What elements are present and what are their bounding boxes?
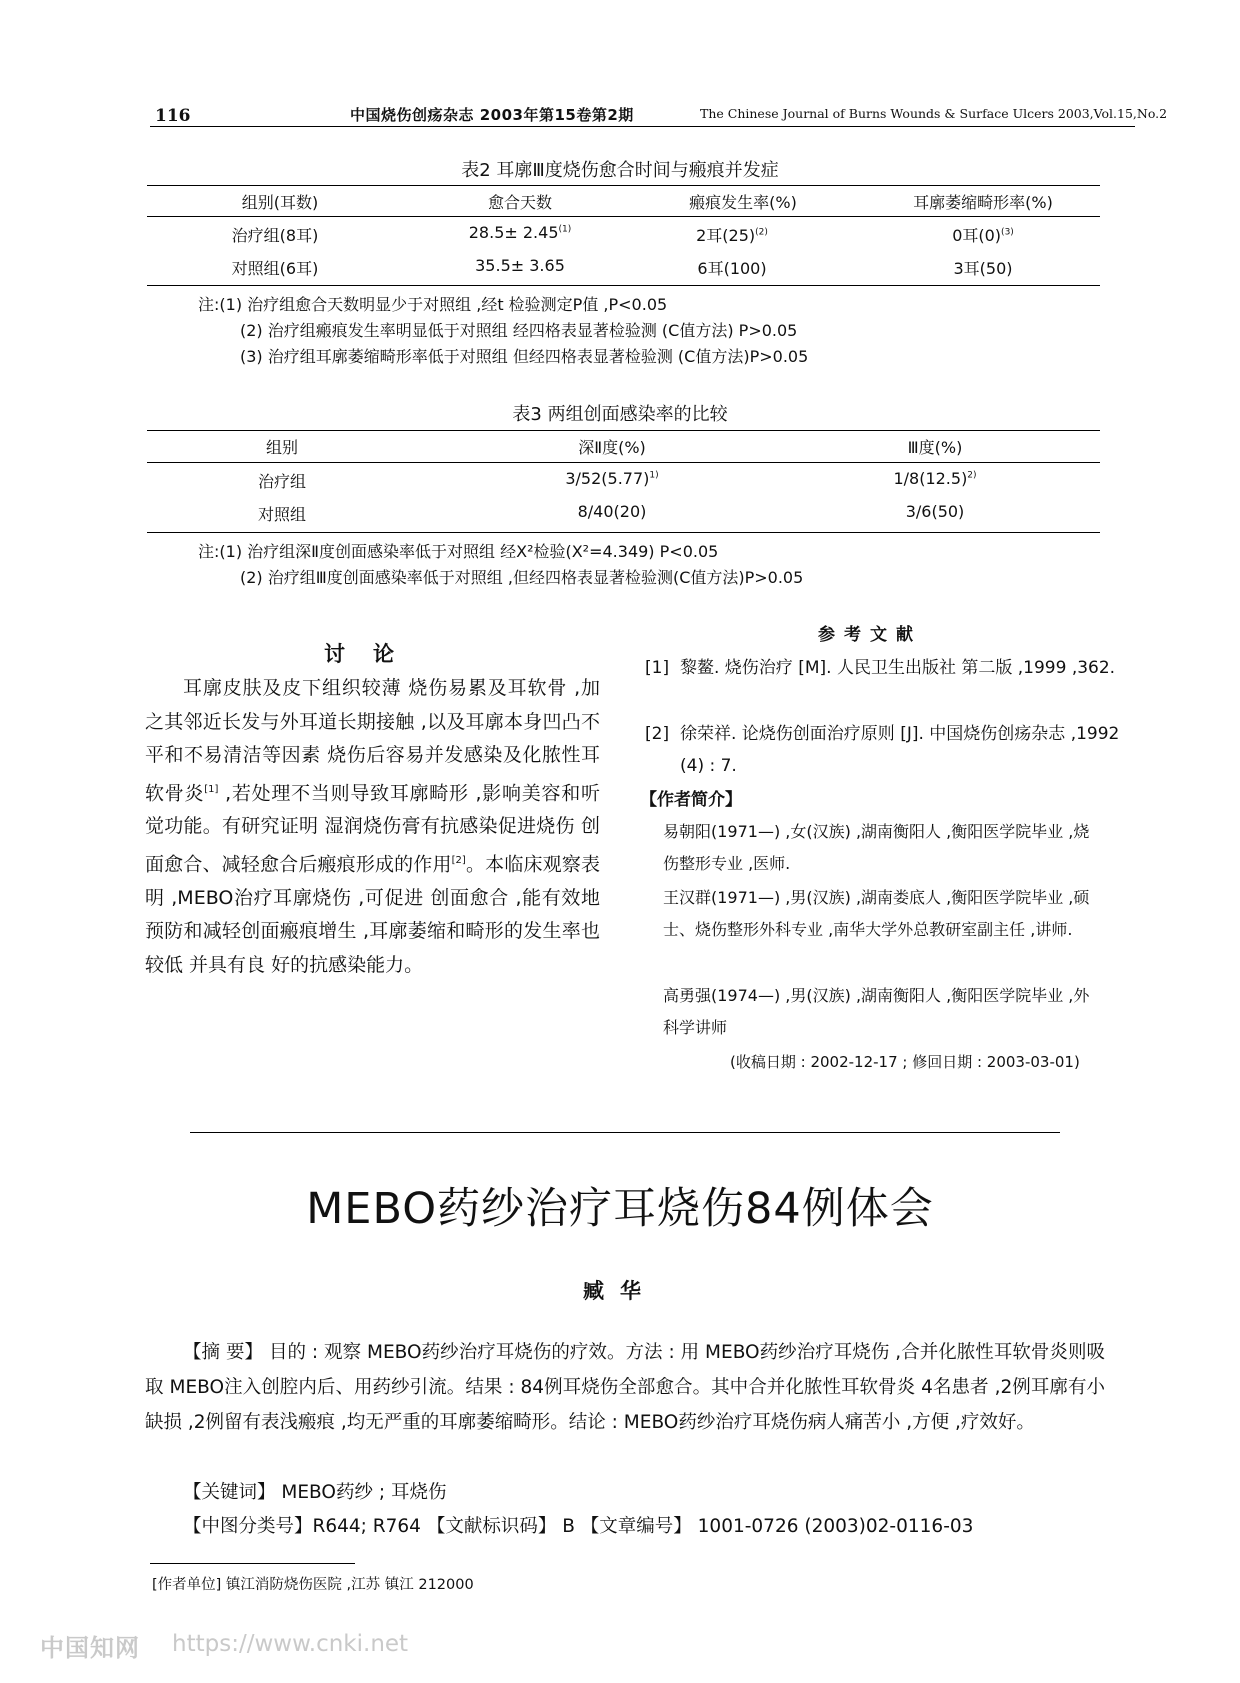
author-bio: 高勇强(1974—) ,男(汉族) ,湖南衡阳人 ,衡阳医学院毕业 ,外科学讲师 xyxy=(663,986,1090,1037)
table2-top-rule xyxy=(147,185,1100,186)
table2-header-cell: 耳廓萎缩畸形率(%) xyxy=(913,193,1053,212)
table3-note: (2) 治疗组Ⅲ度创面感染率低于对照组 ,但经四格表显著检验测(C值方法)P>0.05 xyxy=(240,568,804,587)
article-divider xyxy=(190,1132,1060,1133)
table3-bottom-rule xyxy=(147,532,1100,533)
table2-bottom-rule xyxy=(147,285,1100,286)
article-classification: 【中图分类号】R644; R764 【文献标识码】 B 【文章编号】 1001-0726 (2003)02-0116-03 xyxy=(183,1516,974,1537)
table3-cell: $3/52(5.77)^{1)}$ xyxy=(565,469,659,488)
cnki-url-link[interactable]: https://www.cnki.net xyxy=(172,1631,409,1657)
table3-cell: 对照组 xyxy=(257,505,307,524)
table2-cell: 0耳$(0)^{(3)}$ xyxy=(952,226,1014,245)
table2-note: (3) 治疗组耳廓萎缩畸形率低于对照组 但经四格表显著检验测 (C值方法)P>0.05 xyxy=(240,347,809,366)
table2-note: (2) 治疗组瘢痕发生率明显低于对照组 经四格表显著检验测 (C值方法) P>0.05 xyxy=(240,321,798,340)
reference-item xyxy=(645,718,1125,784)
article-abstract: 【摘 要】 目的 : 观察 MEBO药纱治疗耳烧伤的疗效。方法 : 用 MEBO药纱治疗耳烧伤 ,合并化脓性耳软骨炎则吸取 MEBO注入创腔内后、用药纱引流。结果 : 84例耳烧伤全部愈合。其中合并化脓性耳软骨炎 4名患者 ,2例耳廓有小缺损 ,2例留有表浅瘢痕 ,均无严重的耳廓萎缩畸形。结论 : MEBO药纱治疗耳烧伤病人痛苦小 ,方便 ,疗效好。 xyxy=(145,1342,1105,1433)
table2-header-cell: 瘢痕发生率(%) xyxy=(689,193,797,212)
table3-cell: $1/8(12.5)^{2)}$ xyxy=(893,469,977,488)
table2-caption: 表2 耳廓Ⅲ度烧伤愈合时间与瘢痕并发症 xyxy=(461,160,779,181)
table3-header-rule xyxy=(147,462,1100,463)
table3-cell: 3/6(50) xyxy=(905,502,965,521)
references-title: 参考文献 xyxy=(818,625,922,645)
header-rule xyxy=(150,126,1135,127)
received-dates: (收稿日期 : 2002-12-17 ; 修回日期 : 2003-03-01) xyxy=(730,1053,1080,1071)
discussion-body: 耳廓皮肤及皮下组织较薄 烧伤易累及耳软骨 ,加之其邻近长发与外耳道长期接触 ,以及耳廓本身凹凸不平和不易清洁等因素 烧伤后容易并发感染及化脓性耳软骨炎[1] ,若处理不当则导致耳廓畸形 ,影响美容和听觉功能。有研究证明 湿润烧伤膏有抗感染促进烧伤 创面愈合、减轻愈合后瘢痕形成的作用[2]。本临床观察表明 ,MEBO治疗耳廓烧伤 ,可促进 创面愈合 ,能有效地预防和减轻创面瘢痕增生 ,耳廓萎缩和畸形的发生率也较低 并具有良 好的抗感染能力。 xyxy=(145,677,600,976)
table2-header-rule xyxy=(147,216,1100,217)
table2-cell: 治疗组(8耳) xyxy=(231,226,319,245)
table2-header-cell: 组别(耳数) xyxy=(241,193,319,212)
table3-note: 注:(1) 治疗组深Ⅱ度创面感染率低于对照组 经X²检验(X²=4.349) P<0.05 xyxy=(198,542,719,561)
page-number: 116 xyxy=(155,106,191,126)
table2-cell: $28.5\pm 2.45^{(1)}$ xyxy=(468,223,572,242)
table2-note: 注:(1) 治疗组愈合天数明显少于对照组 ,经t 检验测定P值 ,P<0.05 xyxy=(198,295,668,314)
reference-number: [1] xyxy=(645,658,670,678)
table2-cell: 对照组(6耳) xyxy=(231,259,319,278)
table3-top-rule xyxy=(147,430,1100,431)
article-author: 臧华 xyxy=(583,1279,657,1303)
table3-caption: 表3 两组创面感染率的比较 xyxy=(512,404,728,425)
author-bio: 易朝阳(1971—) ,女(汉族) ,湖南衡阳人 ,衡阳医学院毕业 ,烧伤整形专业 ,医师. xyxy=(663,822,1090,873)
table3-cell: 8/40(20) xyxy=(577,502,647,521)
journal-title-en: The Chinese Journal of Burns Wounds & Surface Ulcers 2003,Vol.15,No.2 xyxy=(700,106,1168,121)
table2-cell: 35.5± 3.65 xyxy=(475,256,565,275)
table3-header-cell: 组别 xyxy=(265,438,299,457)
reference-text: 徐荣祥. 论烧伤创面治疗原则 [J]. 中国烧伤创疡杂志 ,1992 (4) : 7. xyxy=(680,724,1120,776)
reference-text: 黎鳌. 烧伤治疗 [M]. 人民卫生出版社 第二版 ,1999 ,362. xyxy=(680,658,1116,678)
cnki-logo: 中国知网 xyxy=(40,1634,140,1662)
table2-cell: 2耳$(25)^{(2)}$ xyxy=(696,226,768,245)
reference-item xyxy=(645,652,1125,718)
footnote-rule xyxy=(150,1563,355,1564)
author-bio: 王汉群(1971—) ,男(汉族) ,湖南娄底人 ,衡阳医学院毕业 ,硕士、烧伤整形外科专业 ,南华大学外总教研室副主任 ,讲师. xyxy=(663,888,1090,939)
table3-header-cell: Ⅲ度(%) xyxy=(907,438,963,457)
journal-title-cn: 中国烧伤创疡杂志 2003年第15卷第2期 xyxy=(350,106,634,124)
table3-cell: 治疗组 xyxy=(257,472,307,491)
article-keywords: 【关键词】 MEBO药纱 ; 耳烧伤 xyxy=(183,1482,447,1503)
reference-number: [2] xyxy=(645,724,670,744)
article-title: MEBO药纱治疗耳烧伤84例体会 xyxy=(306,1184,934,1234)
author-profile-heading: 【作者简介】 xyxy=(640,790,742,810)
table2-cell: 3耳(50) xyxy=(953,259,1013,278)
table2-cell: 6耳(100) xyxy=(697,259,767,278)
author-affiliation: [作者单位] 镇江消防烧伤医院 ,江苏 镇江 212000 xyxy=(152,1577,474,1593)
table2-header-cell: 愈合天数 xyxy=(487,193,553,212)
table3-header-cell: 深Ⅱ度(%) xyxy=(578,438,646,457)
discussion-title: 讨论 xyxy=(324,642,422,666)
